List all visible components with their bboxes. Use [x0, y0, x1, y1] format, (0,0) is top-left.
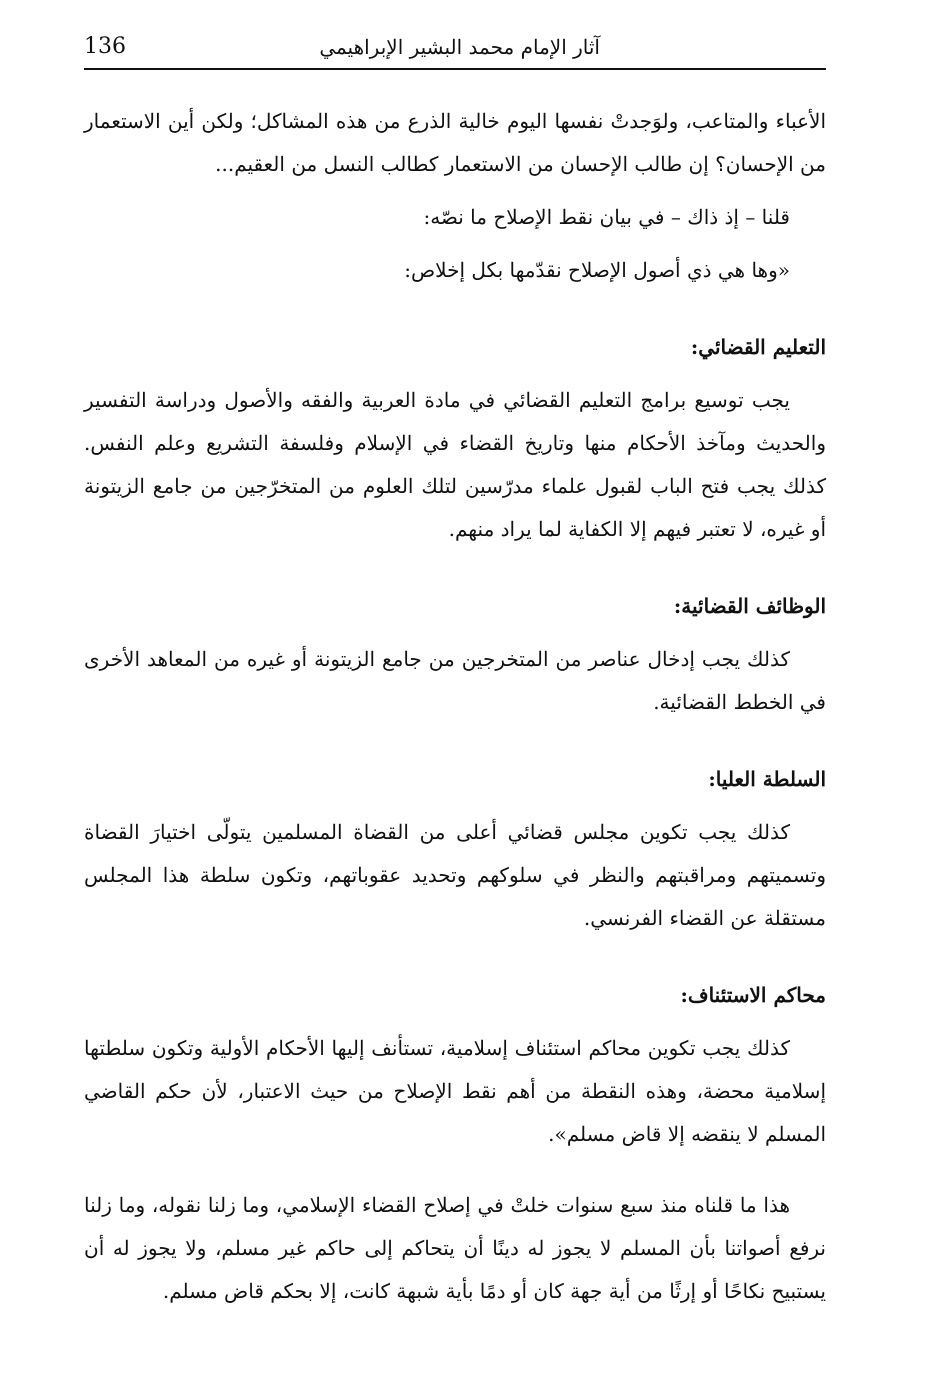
- page-number: 136: [84, 34, 126, 59]
- section-heading-judicial-education: التعليم القضائي:: [690, 335, 826, 359]
- book-page: [84, 0, 826, 1398]
- closing-paragraph: هذا ما قلناه منذ سبع سنوات خلتْ في إصلاح القضاء الإسلامي، وما زلنا نقوله، وما زلنا نرفع أصواتنا بأن المسلم لا يجوز له دينًا أن يتحاكم إلى حاكم غير مسلم، ولا يجوز له أن يستبيح نكاحًا أو إرثًا من أية جهة كان أو دمًا بأية شبهة كانت، إلا بحكم قاض مسلم.: [84, 1193, 826, 1303]
- section-text-appeal-courts: كذلك يجب تكوين محاكم استئناف إسلامية، تستأنف إليها الأحكام الأولية وتكون سلطتها إسلامية محضة، وهذه النقطة من أهم نقط الإصلاح من حيث الاعتبار، لأن حكم القاضي المسلم لا ينقضه إلا قاض مسلم».: [84, 1036, 826, 1146]
- section-heading-judicial-posts: الوظائف القضائية:: [673, 594, 826, 618]
- quote-opening-line: «وها هي ذي أصول الإصلاح نقدّمها بكل إخلاص:: [404, 258, 790, 282]
- section-text-judicial-posts: كذلك يجب إدخال عناصر من المتخرجين من جامع الزيتونة أو غيره من المعاهد الأخرى في الخطط القضائية.: [84, 647, 826, 714]
- intro-paragraph: الأعباء والمتاعب، ولوَجدتْ نفسها اليوم خالية الذرع من هذه المشاكل؛ ولكن أين الاستعمار من الإحسان؟ إن طالب الإحسان من الاستعمار كطالب النسل من العقيم...: [84, 109, 826, 176]
- section-heading-appeal-courts: محاكم الاستئناف:: [680, 983, 826, 1007]
- book-title: آثار الإمام محمد البشير الإبراهيمي: [319, 35, 600, 59]
- quote-intro-line: قلنا – إذ ذاك – في بيان نقط الإصلاح ما نصّه:: [423, 205, 790, 229]
- section-heading-supreme-authority: السلطة العليا:: [708, 767, 826, 791]
- section-text-judicial-education: يجب توسيع برامج التعليم القضائي في مادة العربية والفقه والأصول ودراسة التفسير والحديث ومآخذ الأحكام منها وتاريخ القضاء في الإسلام وفلسفة التشريع وعلم النفس. كذلك يجب فتح الباب لقبول علماء مدرّسين لتلك العلوم من المتخرّجين من جامع الزيتونة أو غيره، لا تعتبر فيهم إلا الكفاية لما يراد منهم.: [84, 388, 826, 541]
- header-rule: [84, 68, 826, 70]
- page-body: [84, 100, 826, 1313]
- running-header: [84, 30, 826, 64]
- section-text-supreme-authority: كذلك يجب تكوين مجلس قضائي أعلى من القضاة المسلمين يتولّى اختيارَ القضاة وتسميتهم ومراقبتهم والنظر في سلوكهم وتحديد عقوباتهم، وتكون سلطة هذا المجلس مستقلة عن القضاء الفرنسي.: [84, 820, 826, 930]
